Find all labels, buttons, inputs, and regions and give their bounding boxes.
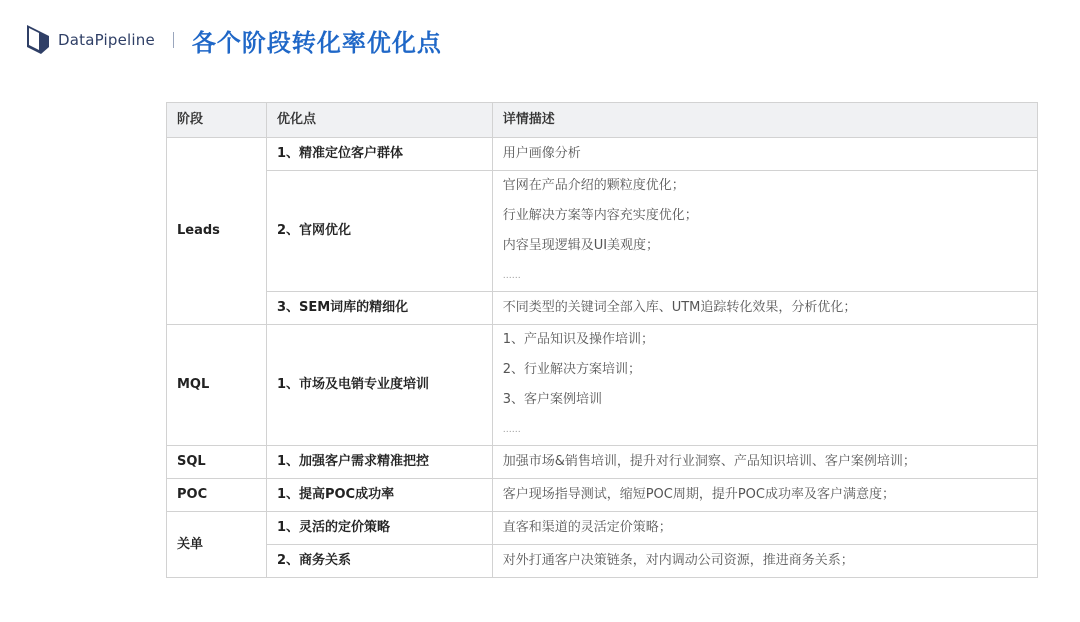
optimization-point-cell: 1、加强客户需求精准把控	[266, 446, 492, 479]
stage-cell-leads: Leads	[167, 138, 267, 325]
description-cell	[492, 171, 1037, 292]
description-cell	[492, 545, 1037, 578]
header-divider	[173, 32, 174, 48]
optimization-point-cell: 2、官网优化	[266, 171, 492, 292]
description-line: 行业解决方案等内容充实度优化；	[502, 208, 698, 223]
datapipeline-logo-icon	[24, 23, 52, 57]
column-header-optimization-point: 优化点	[266, 103, 492, 138]
stage-cell-sql: SQL	[167, 446, 267, 479]
description-line: 加强市场&销售培训，提升对行业洞察、产品知识培训、客户案例培训；	[502, 454, 916, 469]
page-title: 各个阶段转化率优化点	[191, 28, 442, 57]
optimization-point-cell: 1、市场及电销专业度培训	[266, 325, 492, 446]
table-row	[167, 138, 1038, 171]
optimization-point-cell: 1、精准定位客户群体	[266, 138, 492, 171]
description-cell	[492, 512, 1037, 545]
table-row	[167, 512, 1038, 545]
stage-cell-close-deal: 关单	[167, 512, 267, 578]
description-cell	[492, 292, 1037, 325]
table-row	[167, 171, 1038, 292]
description-line: 官网在产品介绍的颗粒度优化；	[502, 178, 685, 193]
optimization-point-cell: 1、提高POC成功率	[266, 479, 492, 512]
optimization-table	[166, 102, 1038, 578]
description-line: 内容呈现逻辑及UI美观度；	[502, 238, 660, 253]
column-header-detail-description: 详情描述	[492, 103, 1037, 138]
stage-cell-mql: MQL	[167, 325, 267, 446]
table-row	[167, 292, 1038, 325]
description-cell	[492, 479, 1037, 512]
column-header-stage: 阶段	[167, 103, 267, 138]
description-line: 用户画像分析	[502, 146, 581, 161]
description-cell	[492, 138, 1037, 171]
description-line: 不同类型的关键词全部入库、UTM追踪转化效果，分析优化；	[502, 300, 857, 315]
stage-cell-poc: POC	[167, 479, 267, 512]
optimization-point-cell: 2、商务关系	[266, 545, 492, 578]
table-row	[167, 479, 1038, 512]
description-ellipsis: ……	[502, 271, 521, 281]
header	[24, 22, 442, 58]
table-header-row	[167, 103, 1038, 138]
description-line: 直客和渠道的灵活定价策略；	[502, 520, 672, 535]
description-line: 客户现场指导测试，缩短POC周期，提升POC成功率及客户满意度；	[502, 487, 895, 502]
description-cell	[492, 446, 1037, 479]
description-cell	[492, 325, 1037, 446]
description-line: 3、客户案例培训	[502, 392, 602, 407]
description-line: 1、产品知识及操作培训；	[502, 332, 654, 347]
brand-name: DataPipeline	[58, 31, 155, 49]
description-ellipsis: ……	[502, 425, 521, 435]
table-row	[167, 446, 1038, 479]
table-row	[167, 545, 1038, 578]
description-line: 2、行业解决方案培训；	[502, 362, 641, 377]
optimization-point-cell: 3、SEM词库的精细化	[266, 292, 492, 325]
optimization-point-cell: 1、灵活的定价策略	[266, 512, 492, 545]
description-line: 对外打通客户决策链条，对内调动公司资源，推进商务关系；	[502, 553, 854, 568]
table-row	[167, 325, 1038, 446]
